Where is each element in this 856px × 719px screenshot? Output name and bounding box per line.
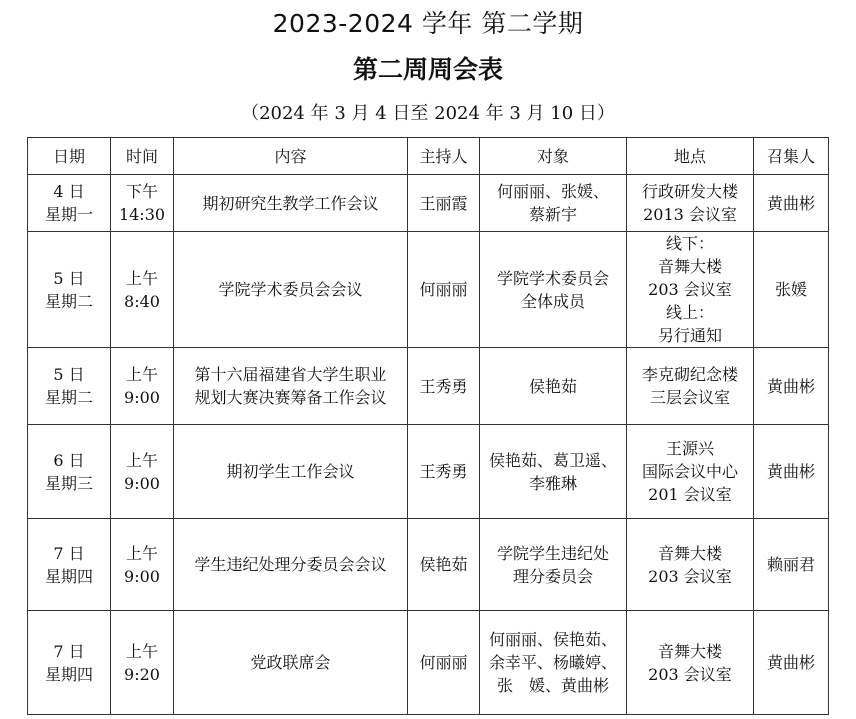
table-header-row [28,138,829,175]
document-title: 2023-2024 学年 第二学期 [272,9,584,38]
table-row [28,519,829,611]
cell-convener: 黄曲彬 [754,348,829,425]
cell-time: 上午 9:20 [111,611,174,715]
cell-host: 何丽丽 [408,611,480,715]
cell-host: 何丽丽 [408,232,480,348]
cell-audience: 学院学生违纪处 理分委员会 [480,519,627,611]
column-header-time: 时间 [111,138,174,175]
cell-host: 王丽霞 [408,175,480,232]
cell-date: 7 日 星期四 [28,519,111,611]
cell-audience: 学院学术委员会 全体成员 [480,232,627,348]
column-header-audience: 对象 [480,138,627,175]
column-header-host: 主持人 [408,138,480,175]
document-subtitle: 第二周周会表 [352,55,503,84]
cell-date: 7 日 星期四 [28,611,111,715]
cell-convener: 黄曲彬 [754,175,829,232]
column-header-location: 地点 [627,138,754,175]
cell-date: 4 日 星期一 [28,175,111,232]
cell-audience: 何丽丽、侯艳茹、 余幸平、杨曦婷、 张 媛、黄曲彬 [480,611,627,715]
cell-date: 6 日 星期三 [28,425,111,519]
cell-location: 王源兴 国际会议中心 201 会议室 [627,425,754,519]
cell-time: 上午 8:40 [111,232,174,348]
cell-time: 下午 14:30 [111,175,174,232]
cell-convener: 黄曲彬 [754,425,829,519]
cell-time: 上午 9:00 [111,348,174,425]
cell-convener: 黄曲彬 [754,611,829,715]
cell-content: 期初学生工作会议 [174,425,408,519]
date-range: （2024 年 3 月 4 日至 2024 年 3 月 10 日） [241,103,615,124]
column-header-content: 内容 [174,138,408,175]
table-row [28,611,829,715]
table-row [28,232,829,348]
cell-location: 李克砌纪念楼 三层会议室 [627,348,754,425]
cell-content: 学院学术委员会会议 [174,232,408,348]
cell-content: 党政联席会 [174,611,408,715]
cell-host: 侯艳茹 [408,519,480,611]
cell-audience: 何丽丽、张媛、 蔡新宇 [480,175,627,232]
cell-audience: 侯艳茹 [480,348,627,425]
table-row [28,175,829,232]
cell-convener: 张媛 [754,232,829,348]
meeting-schedule-table [27,137,829,715]
cell-audience: 侯艳茹、葛卫遥、 李雅琳 [480,425,627,519]
cell-convener: 赖丽君 [754,519,829,611]
table-row [28,348,829,425]
cell-date: 5 日 星期二 [28,232,111,348]
table-row [28,425,829,519]
cell-time: 上午 9:00 [111,425,174,519]
cell-date: 5 日 星期二 [28,348,111,425]
cell-content: 第十六届福建省大学生职业 规划大赛决赛筹备工作会议 [174,348,408,425]
column-header-convener: 召集人 [754,138,829,175]
cell-content: 期初研究生教学工作会议 [174,175,408,232]
cell-location: 行政研发大楼 2013 会议室 [627,175,754,232]
cell-location: 音舞大楼 203 会议室 [627,611,754,715]
cell-content: 学生违纪处理分委员会会议 [174,519,408,611]
cell-host: 王秀勇 [408,425,480,519]
cell-location: 线下： 音舞大楼 203 会议室 线上： 另行通知 [627,232,754,348]
cell-host: 王秀勇 [408,348,480,425]
cell-time: 上午 9:00 [111,519,174,611]
column-header-date: 日期 [28,138,111,175]
cell-location: 音舞大楼 203 会议室 [627,519,754,611]
